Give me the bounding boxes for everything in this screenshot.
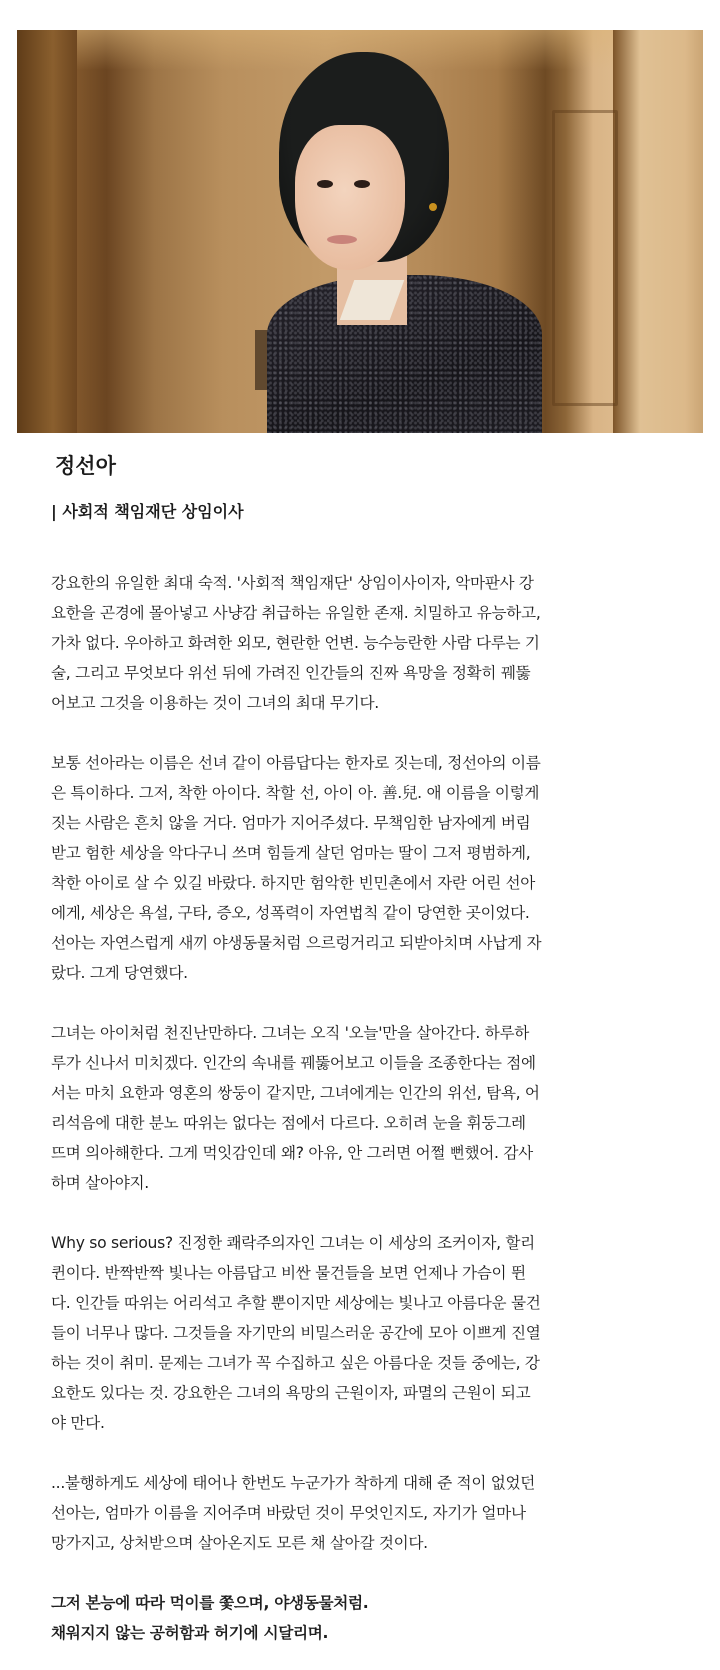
- text-line: ...불행하게도 세상에 태어나 한번도 누군가가 착하게 대해 준 적이 없었던: [51, 1474, 536, 1492]
- text-line: 받고 험한 세상을 악다구니 쓰며 힘들게 살던 엄마는 딸이 그저 평범하게,: [51, 844, 531, 862]
- text-line: 짓는 사람은 흔치 않을 거다. 엄마가 지어주셨다. 무책임한 남자에게 버림: [51, 814, 531, 832]
- photo-pillar-right: [613, 30, 703, 433]
- text-line: 채워지지 않는 공허함과 허기에 시달리며.: [51, 1624, 329, 1642]
- text-line: 뜨며 의아해한다. 그게 먹잇감인데 왜? 아유, 안 그러면 어쩔 뻔했어. 감사: [51, 1144, 533, 1162]
- text-line: 은 특이하다. 그저, 착한 아이다. 착할 선, 아이 아. 善.兒. 애 이름을 이렇게: [51, 784, 540, 802]
- text-line: 들이 너무나 많다. 그것들을 자기만의 비밀스러운 공간에 모아 이쁘게 진열: [51, 1324, 541, 1342]
- photo-pillar-left: [17, 30, 77, 433]
- text-line: 하며 살아야지.: [51, 1174, 149, 1192]
- text-line: 가차 없다. 우아하고 화려한 외모, 현란한 언변. 능수능란한 사람 다루는 기: [51, 634, 540, 652]
- character-name: 정선아: [55, 454, 116, 478]
- text-line: 요한도 있다는 것. 강요한은 그녀의 욕망의 근원이자, 파멸의 근원이 되고: [51, 1384, 531, 1402]
- photo-eye-right: [354, 180, 370, 188]
- text-line: 루가 신나서 미치겠다. 인간의 속내를 꿰뚫어보고 이들을 조종한다는 점에: [51, 1054, 536, 1072]
- character-role: | 사회적 책임재단 상임이사: [51, 502, 244, 521]
- photo-eye-left: [317, 180, 333, 188]
- paragraph-fate: [51, 1468, 671, 1558]
- character-photo: [17, 30, 703, 433]
- text-line: 야 만다.: [51, 1414, 105, 1432]
- text-line: 리석음에 대한 분노 따위는 없다는 점에서 다르다. 오히려 눈을 휘둥그레: [51, 1114, 526, 1132]
- text-line: 퀸이다. 반짝반짝 빛나는 아름답고 비싼 물건들을 보면 언제나 가슴이 뛴: [51, 1264, 526, 1282]
- text-line: 강요한의 유일한 최대 숙적. '사회적 책임재단' 상임이사이자, 악마판사 강: [51, 574, 534, 592]
- text-line: 그저 본능에 따라 먹이를 쫓으며, 야생동물처럼.: [51, 1594, 369, 1612]
- text-line: 선아는, 엄마가 이름을 지어주며 바랐던 것이 무엇인지도, 자기가 얼마나: [51, 1504, 526, 1522]
- photo-earring: [429, 203, 437, 211]
- photo-door-panel: [552, 110, 618, 406]
- text-line: 선아는 자연스럽게 새끼 야생동물처럼 으르렁거리고 되받아치며 사납게 자: [51, 934, 542, 952]
- text-line: 착한 아이로 살 수 있길 바랐다. 하지만 험악한 빈민촌에서 자란 어린 선아: [51, 874, 536, 892]
- photo-lips: [327, 235, 357, 244]
- text-line: 하는 것이 취미. 문제는 그녀가 꼭 수집하고 싶은 아름다운 것들 중에는, 강: [51, 1354, 540, 1372]
- text-line: 그녀는 아이처럼 천진난만하다. 그녀는 오직 '오늘'만을 살아간다. 하루하: [51, 1024, 530, 1042]
- paragraph-hedonist: [51, 1228, 671, 1438]
- paragraph-rival: [51, 568, 671, 718]
- text-line: 망가지고, 상처받으며 살아온지도 모른 채 살아갈 것이다.: [51, 1534, 428, 1552]
- text-line: 랐다. 그게 당연했다.: [51, 964, 188, 982]
- character-description: [51, 568, 671, 1648]
- text-line: 에게, 세상은 욕설, 구타, 증오, 성폭력이 자연법칙 같이 당연한 곳이었다.: [51, 904, 530, 922]
- text-line: 보통 선아라는 이름은 선녀 같이 아름답다는 한자로 짓는데, 정선아의 이름: [51, 754, 541, 772]
- text-line: Why so serious? 진정한 쾌락주의자인 그녀는 이 세상의 조커이자, 할리: [51, 1234, 535, 1252]
- text-line: 어보고 그것을 이용하는 것이 그녀의 최대 무기다.: [51, 694, 379, 712]
- text-line: 요한을 곤경에 몰아넣고 사냥감 취급하는 유일한 존재. 치밀하고 유능하고,: [51, 604, 541, 622]
- text-line: 술, 그리고 무엇보다 위선 뒤에 가려진 인간들의 진짜 욕망을 정확히 꿰뚫: [51, 664, 531, 682]
- text-line: 다. 인간들 따위는 어리석고 추할 뿐이지만 세상에는 빛나고 아름다운 물건: [51, 1294, 541, 1312]
- paragraph-name-origin: [51, 748, 671, 988]
- paragraph-closing: [51, 1588, 671, 1648]
- photo-face: [295, 125, 405, 270]
- text-line: 서는 마치 요한과 영혼의 쌍둥이 같지만, 그녀에게는 인간의 위선, 탐욕, 어: [51, 1084, 540, 1102]
- paragraph-innocence: [51, 1018, 671, 1198]
